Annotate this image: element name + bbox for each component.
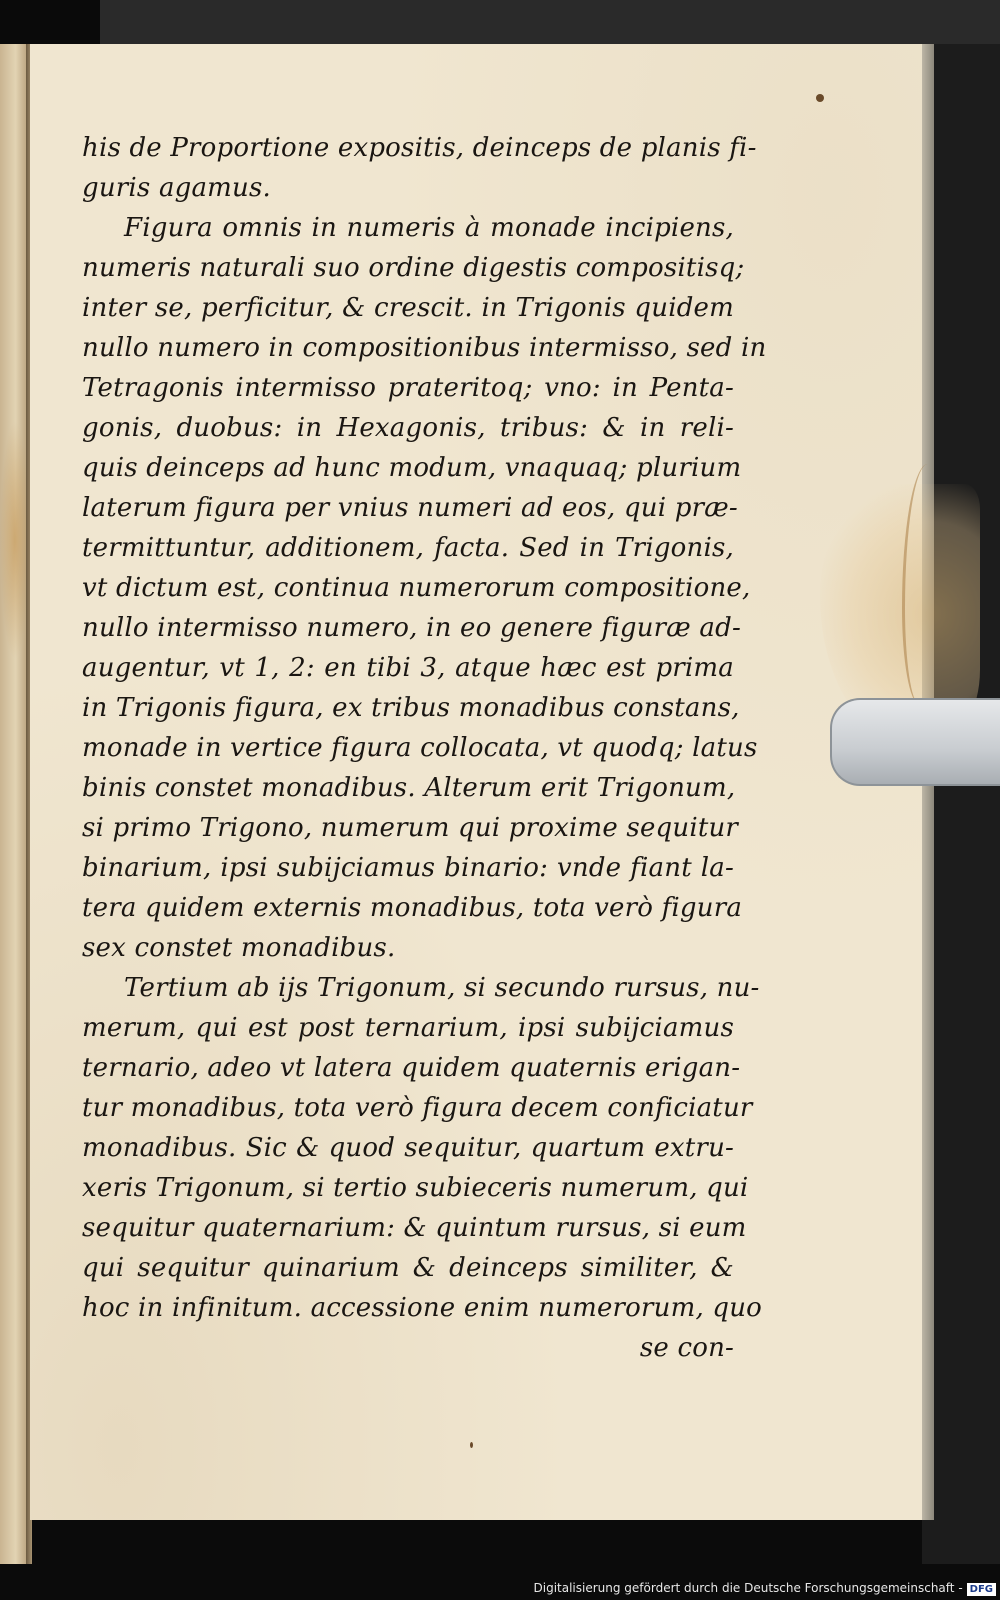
text-line: vt dictum est, continua numerorum compositione, (82, 573, 751, 603)
text-line: termittuntur, additionem, facta. Sed in Trigonis, (82, 533, 734, 563)
text-line: ternario, adeo vt latera quidem quaternis erigan- (82, 1053, 741, 1083)
ink-spot (470, 1442, 473, 1448)
text-line: guris agamus. (82, 173, 271, 203)
scan-top-border (100, 0, 1000, 44)
text-line: tur monadibus, tota verò figura decem conficiatur (82, 1093, 753, 1123)
text-line: qui sequitur quinarium & deinceps similiter, & (82, 1253, 734, 1283)
text-line: merum, qui est post ternarium, ipsi subijciamus (82, 1013, 734, 1043)
text-line: nullo intermisso numero, in eo genere figuræ ad- (82, 613, 741, 643)
scan-corner (0, 0, 100, 44)
text-line: se con- (639, 1333, 734, 1363)
text-line: nullo numero in compositionibus intermisso, sed in (82, 333, 767, 363)
dfg-logo-icon: DFG (967, 1583, 996, 1596)
text-line: numeris naturali suo ordine digestis compositisq; (82, 253, 745, 283)
text-line: xeris Trigonum, si tertio subieceris numerum, qui (82, 1173, 749, 1203)
text-line: tera quidem externis monadibus, tota verò figura (82, 893, 743, 923)
text-line: sequitur quaternarium: & quintum rursus, si eum (82, 1213, 747, 1243)
digitization-credit (534, 1581, 997, 1596)
text-line: gonis, duobus: in Hexagonis, tribus: & in reli- (82, 413, 734, 443)
text-line: sex constet monadibus. (82, 933, 396, 963)
text-line: monadibus. Sic & quod sequitur, quartum extru- (82, 1133, 734, 1163)
text-line: Tertium ab ijs Trigonum, si secundo rursus, nu- (124, 973, 760, 1003)
text-line: binarium, ipsi subijciamus binario: vnde fiant la- (82, 853, 734, 883)
text-line: augentur, vt 1, 2: en tibi 3, atque hæc est prima (82, 653, 734, 683)
text-line: si primo Trigono, numerum qui proxime sequitur (82, 813, 739, 843)
page-clip (830, 698, 1000, 786)
ink-spot (816, 94, 824, 102)
text-line: binis constet monadibus. Alterum erit Trigonum, (82, 773, 736, 803)
text-line: Tetragonis intermisso prateritoq; vno: in Penta- (82, 373, 734, 403)
facing-page-edge (0, 44, 26, 1564)
text-line: inter se, perficitur, & crescit. in Trigonis quidem (82, 293, 734, 323)
credit-text: Digitalisierung gefördert durch die Deutsche Forschungsgemeinschaft - (533, 1581, 963, 1595)
page-text (82, 128, 767, 1368)
text-line: hoc in infinitum. accessione enim numerorum, quo (82, 1293, 763, 1323)
text-line: his de Proportione expositis, deinceps de planis fi- (82, 133, 757, 163)
text-line: quis deinceps ad hunc modum, vnaquaq; plurium (82, 453, 742, 483)
text-line: laterum figura per vnius numeri ad eos, qui præ- (82, 493, 738, 523)
text-line: in Trigonis figura, ex tribus monadibus constans, (82, 693, 740, 723)
text-line: Figura omnis in numeris à monade incipiens, (124, 213, 734, 243)
text-line: monade in vertice figura collocata, vt quodq; latus (82, 733, 758, 763)
